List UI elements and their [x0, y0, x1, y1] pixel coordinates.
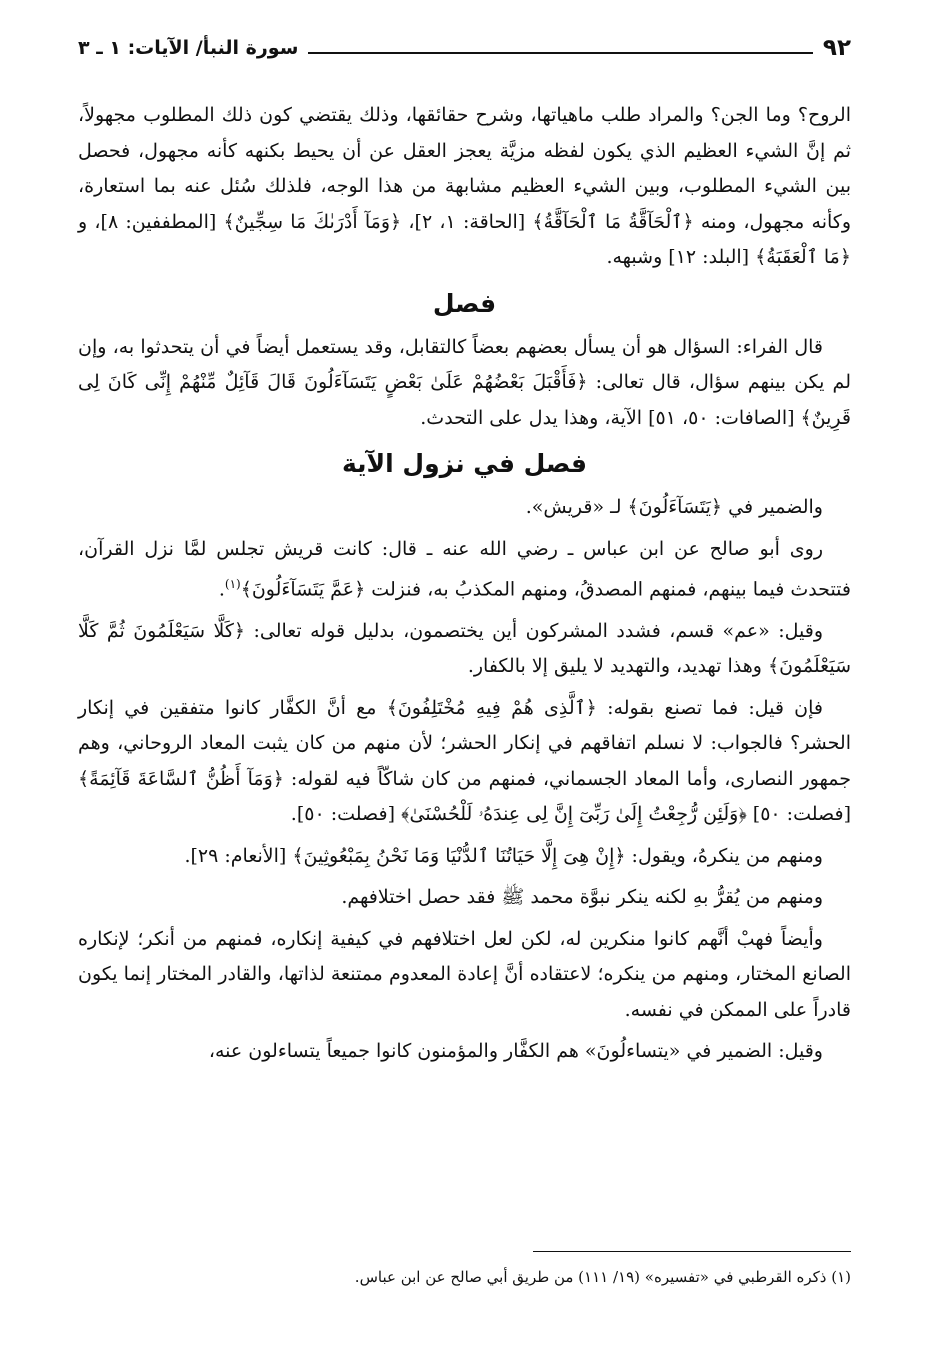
paragraph-3: والضمير في ﴿يَتَسَآءَلُونَ﴾ لـ «قريش». [525, 496, 823, 518]
main-text [78, 98, 851, 1076]
header-rule [308, 52, 813, 54]
paragraph-5: وقيل: «عم» قسم، فشدد المشركون أين يختصمون، بدليل قوله تعالى: ﴿كَلَّا سَيَعْلَمُونَ ثُمَّ كَلَّا سَيَعْلَمُونَ﴾ وهذا تهديد، والتهديد لا يليق إلا بالكفار. [78, 619, 851, 678]
paragraph-4-end: . [218, 578, 225, 601]
page-header [78, 30, 851, 66]
paragraph-6: فإن قيل: فما تصنع بقوله: ﴿ٱلَّذِى هُمْ فِيهِ مُخْتَلِفُونَ﴾ مع أنَّ الكفَّار كانوا متفقين في إنكار الحشر؟ فالجواب: لا نسلم اتفاقهم في إنكار الحشر؛ لأن منهم من كان يثبت المعاد الروحاني، وهم جمهور النصارى، وأما المعاد الجسماني، فمنهم من كان شاكّاً فيه لقوله: ﴿وَمَآ أَظُنُّ ٱلسَّاعَةَ قَآئِمَةً﴾ [فصلت: ٥٠] ﴿وَلَئِن رُّجِعْتُ إِلَىٰ رَبِّىٓ إِنَّ لِى عِندَهُۥ لَلْحُسْنَىٰ﴾ [فصلت: ٥٠]. [78, 696, 851, 826]
paragraph-4-text: روى أبو صالح عن ابن عباس ـ رضي الله عنه ـ قال: كانت قريش تجلس لمَّا نزل القرآن، فتتحدث فيما بينهم، فمنهم المصدقُ، ومنهم المكذبُ به، فنزلت ﴿عَمَّ يَتَسَآءَلُونَ﴾ [78, 537, 851, 601]
footnote-reference[interactable]: (١) [224, 577, 241, 591]
running-title: سورة النبأ/ الآيات: ١ ـ ٣ [78, 37, 299, 59]
paragraph-8: ومنهم من يُقرُّ بهِ لكنه ينكر نبوَّة محمد ﷺ فقد حصل اختلافهم. [341, 886, 823, 909]
page-number: ٩٢ [822, 35, 851, 61]
paragraph-10: وقيل: الضمير في «يتساءلُونَ» هم الكفَّار والمؤمنون كانوا جميعاً يتساءلون عنه، [208, 1040, 823, 1063]
section-heading: فصل [432, 288, 497, 318]
footnote: (١) ذكره القرطبي في «تفسيره» (١٩/ ١١١) من طريق أبي صالح عن ابن عباس. [354, 1268, 851, 1286]
paragraph-2: قال الفراء: السؤال هو أن يسأل بعضهم بعضاً كالتقابل، وقد يستعمل أيضاً في أن يتحدثوا به، وإن لم يكن بينهم سؤال، قال تعالى: ﴿فَأَقْبَلَ بَعْضُهُمْ عَلَىٰ بَعْضٍ يَتَسَآءَلُونَ قَالَ قَآئِلٌ مِّنْهُمْ إِنِّى كَانَ لِى قَرِينٌ﴾ [الصافات: ٥٠، ٥١] الآية، وهذا يدل على التحدث. [78, 335, 851, 429]
footnote-rule [533, 1251, 851, 1252]
paragraph-9: وأيضاً فهبْ أنَّهم كانوا منكرين له، لكن لعل اختلافهم في كيفية إنكاره، فمنهم من أنكر؛ لإنكاره الصانع المختار، ومنهم من ينكره؛ لاعتقاده أنَّ إعادة المعدوم ممتنعة لذاتها، والقادر المختار إنما يكون قادراً على الممكن في نفسه. [78, 927, 851, 1021]
paragraph-1: الروح؟ وما الجن؟ والمراد طلب ماهياتها، وشرح حقائقها، وذلك يقتضي كون ذلك المطلوب مجهولاً، ثم إنَّ الشيء العظيم الذي يكون لفظه مزيَّة يعجز العقل عن أن يحيط بكنهه كأنه مجهول، فحصل بين الشيء المطلوب، وبين الشيء العظيم مشابهة من هذا الوجه، فلذلك سُئل عنه بما استعارة، وكأنه مجهول، ومنه ﴿ٱلْحَآقَّةُ مَا ٱلْحَآقَّةُ﴾ [الحاقة: ١، ٢]، ﴿وَمَآ أَدْرَىٰكَ مَا سِجِّينٌ﴾ [المطففين: ٨]، و ﴿مَا ٱلْعَقَبَةُ﴾ [البلد: ١٢] وشبهه. [78, 104, 852, 268]
section-heading-revelation: فصل في نزول الآية [342, 449, 587, 478]
paragraph-4 [78, 532, 851, 608]
paragraph-7: ومنهم من ينكرهُ، ويقول: ﴿إِنْ هِىَ إِلَّا حَيَاتُنَا ٱلدُّنْيَا وَمَا نَحْنُ بِمَبْعُوثِينَ﴾ [الأنعام: ٢٩]. [184, 844, 823, 867]
